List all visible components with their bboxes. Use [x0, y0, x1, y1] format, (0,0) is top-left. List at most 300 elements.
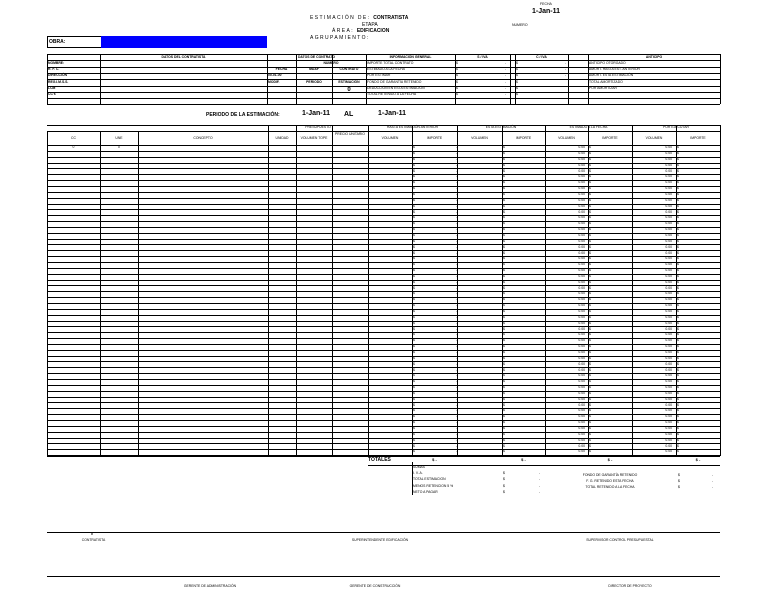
totals-label: TOTALES [368, 457, 391, 464]
this-import-currency: $ [503, 279, 505, 284]
prev-import-value: - [456, 426, 458, 430]
si-iva-currency: $ [456, 67, 458, 72]
this-import-currency: $ [503, 221, 505, 226]
pending-import-currency: $ [677, 162, 679, 167]
pending-import-currency: $ [677, 297, 679, 302]
table-group-header: POR EJECUTAR [663, 125, 689, 129]
todate-import-currency: $ [589, 332, 591, 337]
pending-import-currency: $ [677, 250, 679, 255]
prev-import-currency: $ [413, 355, 415, 360]
prev-import-currency: $ [413, 244, 415, 249]
prev-import-value: - [456, 326, 458, 331]
pending-volume: 0.00 [665, 390, 672, 395]
pending-import-currency: $ [677, 449, 679, 454]
todate-volume: 0.00 [578, 373, 585, 378]
pending-volume: 0.00 [665, 197, 672, 202]
signature-label-row1: SUPERVISOR CONTROL PRESUPUESTAL [586, 538, 654, 542]
pending-import-currency: $ [677, 244, 679, 249]
this-import-currency: $ [503, 431, 505, 436]
this-import-currency: $ [503, 408, 505, 413]
this-import-currency: $ [503, 192, 505, 196]
this-import-currency: $ [503, 309, 505, 313]
todate-volume: 0.00 [578, 449, 585, 454]
todate-volume: 0.00 [578, 338, 585, 343]
si-iva-value: - [505, 60, 507, 65]
todate-import-currency: $ [589, 326, 591, 331]
prev-import-currency: $ [413, 180, 415, 185]
todate-import-currency: $ [589, 197, 591, 202]
todate-import-currency: $ [589, 437, 591, 442]
prev-import-value: - [456, 192, 458, 196]
summary-left-label: NETO A PAGAR [413, 489, 438, 494]
anticipo-row: AMORT. ESTA ESTIMACIÓN [589, 73, 634, 78]
pending-volume: 0.00 [665, 232, 672, 237]
todate-volume: 0.00 [578, 420, 585, 425]
this-import-currency: $ [503, 273, 505, 278]
pending-import-currency: $ [677, 285, 679, 290]
pending-volume: 0.00 [665, 221, 672, 226]
info-general-row: IMPORTE TOTAL CONTRATO [367, 60, 414, 65]
this-import-currency: $ [503, 385, 505, 390]
todate-volume: 0.00 [578, 151, 585, 156]
table-row-rule [47, 204, 720, 205]
this-import-currency: $ [503, 151, 505, 156]
row-cc: 0 [72, 145, 75, 150]
pending-volume: 0.00 [665, 268, 672, 273]
todate-import-currency: $ [589, 209, 591, 214]
pending-import-currency: $ [677, 186, 679, 191]
summary-left-currency: $ [503, 477, 505, 482]
todate-import-currency: $ [589, 238, 591, 243]
todate-volume: 0.00 [578, 180, 585, 185]
todate-import-currency: $ [589, 443, 591, 448]
pending-volume: 0.00 [665, 285, 672, 290]
pending-import-currency: $ [677, 396, 679, 401]
todate-volume: 0.00 [578, 408, 585, 413]
pending-import-currency: $ [677, 238, 679, 243]
prev-import-value: - [456, 314, 458, 319]
periodo-al: AL [344, 111, 354, 118]
table-row-rule [47, 250, 720, 251]
todate-import-currency: $ [589, 414, 591, 419]
todate-volume: 0.00 [578, 309, 585, 313]
pending-import-currency: $ [677, 367, 679, 372]
todate-volume: 0.00 [578, 203, 585, 208]
pending-import-currency: $ [677, 232, 679, 237]
prev-import-currency: $ [413, 303, 415, 308]
pending-import-currency: $ [677, 408, 679, 413]
estimacion-de-value: CONTRATISTA [373, 15, 409, 21]
this-import-currency: $ [503, 443, 505, 448]
pending-volume: 0.00 [665, 396, 672, 401]
todate-import-currency: $ [589, 192, 591, 196]
this-import-currency: $ [503, 262, 505, 267]
info-general-row: TOTAL RETENIDO A LA FECHA [367, 92, 417, 97]
pending-volume: 0.00 [665, 349, 672, 354]
todate-volume: 0.00 [578, 227, 585, 232]
prev-import-currency: $ [413, 314, 415, 319]
contrato-estimacion: ESTIMACIÓN [338, 79, 360, 84]
todate-import-currency: $ [589, 273, 591, 278]
signature-label-row2: GERENTE DE CONSTRUCCIÓN [349, 584, 401, 588]
summary-right-value: - [712, 479, 714, 484]
totals-value: $ - [695, 457, 701, 463]
this-import-currency: $ [503, 390, 505, 395]
prev-import-value: - [456, 209, 458, 214]
prev-import-value: - [456, 180, 458, 185]
table-row-rule [47, 168, 720, 169]
prev-import-currency: $ [413, 273, 415, 278]
todate-volume: 0.00 [578, 156, 585, 161]
table-row-rule [47, 291, 720, 292]
table-row-rule [47, 180, 720, 181]
todate-import-currency: $ [589, 268, 591, 273]
todate-import-currency: $ [589, 361, 591, 366]
todate-import-currency: $ [589, 232, 591, 237]
obra-label: OBRA: [49, 39, 66, 45]
contratista-row-label: R. F. C. [48, 67, 60, 72]
todate-import-currency: $ [589, 174, 591, 179]
prev-import-value: - [456, 244, 458, 249]
summary-right-currency: $ [678, 485, 680, 490]
numero-label: NUMERO [512, 23, 528, 27]
obra-field[interactable] [101, 36, 267, 48]
pending-import-currency: $ [677, 344, 679, 349]
todate-volume: 0.00 [578, 414, 585, 419]
pending-import-currency: $ [677, 174, 679, 179]
prev-import-value: - [456, 349, 458, 354]
prev-import-currency: $ [413, 232, 415, 237]
pending-volume: 0.00 [665, 256, 672, 261]
pending-volume: 0.00 [665, 443, 672, 448]
prev-import-currency: $ [413, 215, 415, 220]
prev-import-value: - [456, 256, 458, 261]
pending-volume: 0.00 [665, 326, 672, 331]
table-group-header: ESTA ESTIMACIÓN [485, 125, 517, 129]
table-row-rule [47, 408, 720, 409]
summary-right-label: TOTAL RETENIDO A LA FECHA [585, 485, 635, 490]
pending-import-currency: $ [677, 326, 679, 331]
area-label: ÁREA: [332, 28, 355, 34]
todate-import-currency: $ [589, 396, 591, 401]
todate-volume: 0.00 [578, 215, 585, 220]
prev-import-value: - [456, 361, 458, 366]
table-col-rule [332, 125, 333, 456]
contratista-row-label: NOMBRE: [48, 60, 65, 65]
prev-import-value: - [456, 385, 458, 390]
table-row-rule [47, 326, 720, 327]
prev-import-currency: $ [413, 373, 415, 378]
table-row-rule [47, 338, 720, 339]
prev-import-currency: $ [413, 151, 415, 156]
info-col-rule [568, 54, 569, 104]
this-import-currency: $ [503, 180, 505, 185]
this-import-currency: $ [503, 303, 505, 308]
table-col-header: VOLUMEN [381, 136, 399, 140]
todate-import-currency: $ [589, 367, 591, 372]
prev-import-value: - [456, 414, 458, 419]
prev-import-currency: $ [413, 162, 415, 167]
prev-import-currency: $ [413, 145, 415, 150]
prev-import-value: - [456, 291, 458, 296]
prev-import-currency: $ [413, 385, 415, 390]
table-col-rule [47, 131, 48, 456]
pending-volume: 0.00 [665, 355, 672, 360]
si-iva-header: S / IVA [477, 54, 488, 59]
todate-volume: 0.00 [578, 361, 585, 366]
todate-volume: 0.00 [578, 326, 585, 331]
table-row-rule [47, 157, 720, 158]
prev-import-currency: $ [413, 168, 415, 173]
pending-volume: 0.00 [665, 408, 672, 413]
table-row-rule [47, 402, 720, 403]
pending-import-currency: $ [677, 379, 679, 384]
pending-volume: 0.00 [665, 203, 672, 208]
anticipo-row: ANTICIPO OTORGADO [589, 60, 626, 65]
table-row-rule [47, 186, 720, 187]
this-import-currency: $ [503, 156, 505, 161]
table-col-rule [368, 125, 369, 456]
table-group-header: ESTIMADO A LA FECHA [569, 125, 608, 129]
this-import-currency: $ [503, 256, 505, 261]
pending-import-currency: $ [677, 361, 679, 366]
todate-import-currency: $ [589, 186, 591, 191]
this-import-currency: $ [503, 437, 505, 442]
this-import-currency: $ [503, 402, 505, 407]
contrato-fecha: FECHA [275, 67, 288, 72]
table-row-rule [47, 192, 720, 193]
contrato-title: DATOS DE CONTRATO [297, 54, 336, 59]
this-import-currency: $ [503, 168, 505, 173]
table-row-rule [47, 274, 720, 275]
this-import-currency: $ [503, 355, 505, 360]
prev-import-currency: $ [413, 426, 415, 430]
todate-import-currency: $ [589, 303, 591, 308]
table-row-rule [47, 438, 720, 439]
anticipo-row: POR AMORTIZAR [589, 86, 618, 90]
header-line1 [310, 16, 408, 21]
agrupamiento-label: AGRUPAMIENTO: [310, 35, 370, 41]
table-row-rule [47, 198, 720, 199]
table-col-rule [138, 131, 139, 456]
todate-import-currency: $ [589, 402, 591, 407]
this-import-currency: $ [503, 320, 505, 325]
si-iva-currency: $ [456, 79, 458, 84]
this-import-currency: $ [503, 396, 505, 401]
prev-import-currency: $ [413, 262, 415, 267]
prev-import-value: - [456, 156, 458, 161]
pending-import-currency: $ [677, 414, 679, 419]
table-row-rule [47, 280, 720, 281]
todate-volume: 0.00 [578, 268, 585, 273]
prev-import-value: - [456, 279, 458, 284]
prev-import-currency: $ [413, 379, 415, 384]
table-row-rule [47, 163, 720, 164]
todate-volume: 0.00 [578, 431, 585, 436]
table-col-header: CONCEPTO [193, 136, 213, 140]
fecha-value: 1-Jan-11 [532, 8, 561, 15]
summary-left-value: - [539, 471, 541, 476]
todate-import-currency: $ [589, 344, 591, 349]
pending-volume: 0.00 [665, 297, 672, 302]
prev-import-currency: $ [413, 402, 415, 407]
pending-import-currency: $ [677, 443, 679, 448]
pending-volume: 0.00 [665, 262, 672, 267]
todate-import-currency: $ [589, 408, 591, 413]
pending-volume: 0.00 [665, 385, 672, 390]
table-row-rule [47, 385, 720, 386]
this-import-currency: $ [503, 227, 505, 232]
summary-right-currency: $ [678, 473, 680, 477]
this-import-currency: $ [503, 162, 505, 167]
pending-volume: 0.00 [665, 379, 672, 384]
table-row-rule [47, 426, 720, 427]
summary-left-currency: $ [503, 483, 505, 488]
this-import-currency: $ [503, 414, 505, 419]
table-row-rule [47, 350, 720, 351]
this-import-currency: $ [503, 379, 505, 384]
pending-import-currency: $ [677, 168, 679, 173]
contrato-modif: MODIF. [268, 79, 280, 84]
todate-import-currency: $ [589, 379, 591, 384]
si-iva-currency: $ [456, 92, 458, 97]
todate-volume: 0.00 [578, 192, 585, 196]
pending-volume: 0.00 [665, 279, 672, 284]
todate-volume: 0.00 [578, 355, 585, 360]
info-row-rule [47, 104, 720, 105]
prev-import-currency: $ [413, 279, 415, 284]
c-iva-value: - [565, 67, 567, 72]
table-row-rule [47, 239, 720, 240]
prev-import-currency: $ [413, 344, 415, 349]
pending-import-currency: $ [677, 291, 679, 296]
pending-import-currency: $ [677, 385, 679, 390]
this-import-currency: $ [503, 268, 505, 273]
todate-import-currency: $ [589, 420, 591, 425]
this-import-currency: $ [503, 232, 505, 237]
table-col-header: UNE [115, 136, 123, 140]
prev-import-value: - [456, 309, 458, 313]
todate-import-currency: $ [589, 145, 591, 150]
etapa-label: ETAPA [362, 22, 378, 28]
this-import-currency: $ [503, 291, 505, 296]
si-iva-currency: $ [456, 60, 458, 65]
summary-right-value: - [712, 473, 714, 477]
pending-import-currency: $ [677, 314, 679, 319]
pending-import-currency: $ [677, 431, 679, 436]
anticipo-row: TOTAL AMORTIZADO [589, 79, 623, 84]
prev-import-value: - [456, 396, 458, 401]
todate-volume: 0.00 [578, 174, 585, 179]
estimacion-de-label: ESTIMACIÓN DE: [310, 15, 371, 21]
this-import-currency: $ [503, 426, 505, 430]
prev-import-value: - [456, 437, 458, 442]
this-import-currency: $ [503, 361, 505, 366]
todate-import-currency: $ [589, 215, 591, 220]
todate-volume: 0.00 [578, 250, 585, 255]
todate-volume: 0.00 [578, 396, 585, 401]
prev-import-currency: $ [413, 227, 415, 232]
prev-import-currency: $ [413, 268, 415, 273]
header-line3 [332, 29, 389, 34]
prev-import-value: - [456, 303, 458, 308]
info-general-title: INFORMACIÓN GENERAL [389, 54, 432, 59]
prev-import-value: - [456, 268, 458, 273]
prev-import-value: - [456, 420, 458, 425]
table-col-rule [268, 125, 269, 456]
signature-marker: 0 [91, 532, 93, 536]
this-import-currency: $ [503, 186, 505, 191]
table-row-rule [47, 356, 720, 357]
todate-import-currency: $ [589, 168, 591, 173]
prev-import-currency: $ [413, 349, 415, 354]
contratista-row-label: REG.I.M.S.S. [48, 79, 69, 84]
pending-volume: 0.00 [665, 273, 672, 278]
todate-import-currency: $ [589, 314, 591, 319]
table-header-rule [47, 145, 720, 146]
pending-import-currency: $ [677, 437, 679, 442]
signature-line-1 [47, 532, 720, 533]
pending-volume: 0.00 [665, 186, 672, 191]
table-col-header: VOLUMEN [645, 136, 663, 140]
this-import-currency: $ [503, 285, 505, 290]
todate-import-currency: $ [589, 309, 591, 313]
todate-volume: 0.00 [578, 244, 585, 249]
table-row-rule [47, 332, 720, 333]
table-row-rule [47, 373, 720, 374]
table-row-rule [47, 285, 720, 286]
todate-import-currency: $ [589, 180, 591, 185]
todate-import-currency: $ [589, 426, 591, 430]
prev-import-currency: $ [413, 361, 415, 366]
this-import-currency: $ [503, 314, 505, 319]
prev-import-currency: $ [413, 390, 415, 395]
prev-import-currency: $ [413, 285, 415, 290]
pending-volume: 0.00 [665, 431, 672, 436]
table-row-rule [47, 443, 720, 444]
prev-import-value: - [456, 203, 458, 208]
totals-value: $ - [521, 457, 526, 463]
pending-import-currency: $ [677, 332, 679, 337]
this-import-currency: $ [503, 344, 505, 349]
pending-import-currency: $ [677, 355, 679, 360]
pending-volume: 0.00 [665, 209, 672, 214]
pending-import-currency: $ [677, 320, 679, 325]
todate-import-currency: $ [589, 390, 591, 395]
todate-volume: 0.00 [578, 291, 585, 296]
si-iva-value: - [505, 73, 507, 78]
todate-volume: 0.00 [578, 168, 585, 173]
contrato-periodo: PERIODO [306, 79, 322, 84]
si-iva-value: - [505, 92, 507, 97]
pending-import-currency: $ [677, 215, 679, 220]
table-col-rule [720, 125, 721, 456]
pending-import-currency: $ [677, 303, 679, 308]
summary-left-value: - [539, 477, 541, 482]
c-iva-currency: $ [516, 79, 518, 84]
todate-volume: 0.00 [578, 162, 585, 167]
anticipo-row: AMORT. HASTA EST. ANTERIOR [589, 67, 640, 72]
todate-import-currency: $ [589, 156, 591, 161]
prev-import-value: - [456, 168, 458, 173]
si-iva-value: - [505, 86, 507, 90]
table-row-rule [47, 344, 720, 345]
table-row-rule [47, 221, 720, 222]
prev-import-value: - [456, 227, 458, 232]
periodo-to: 1-Jan-11 [378, 110, 407, 117]
todate-volume: 0.00 [578, 303, 585, 308]
pending-import-currency: $ [677, 279, 679, 284]
